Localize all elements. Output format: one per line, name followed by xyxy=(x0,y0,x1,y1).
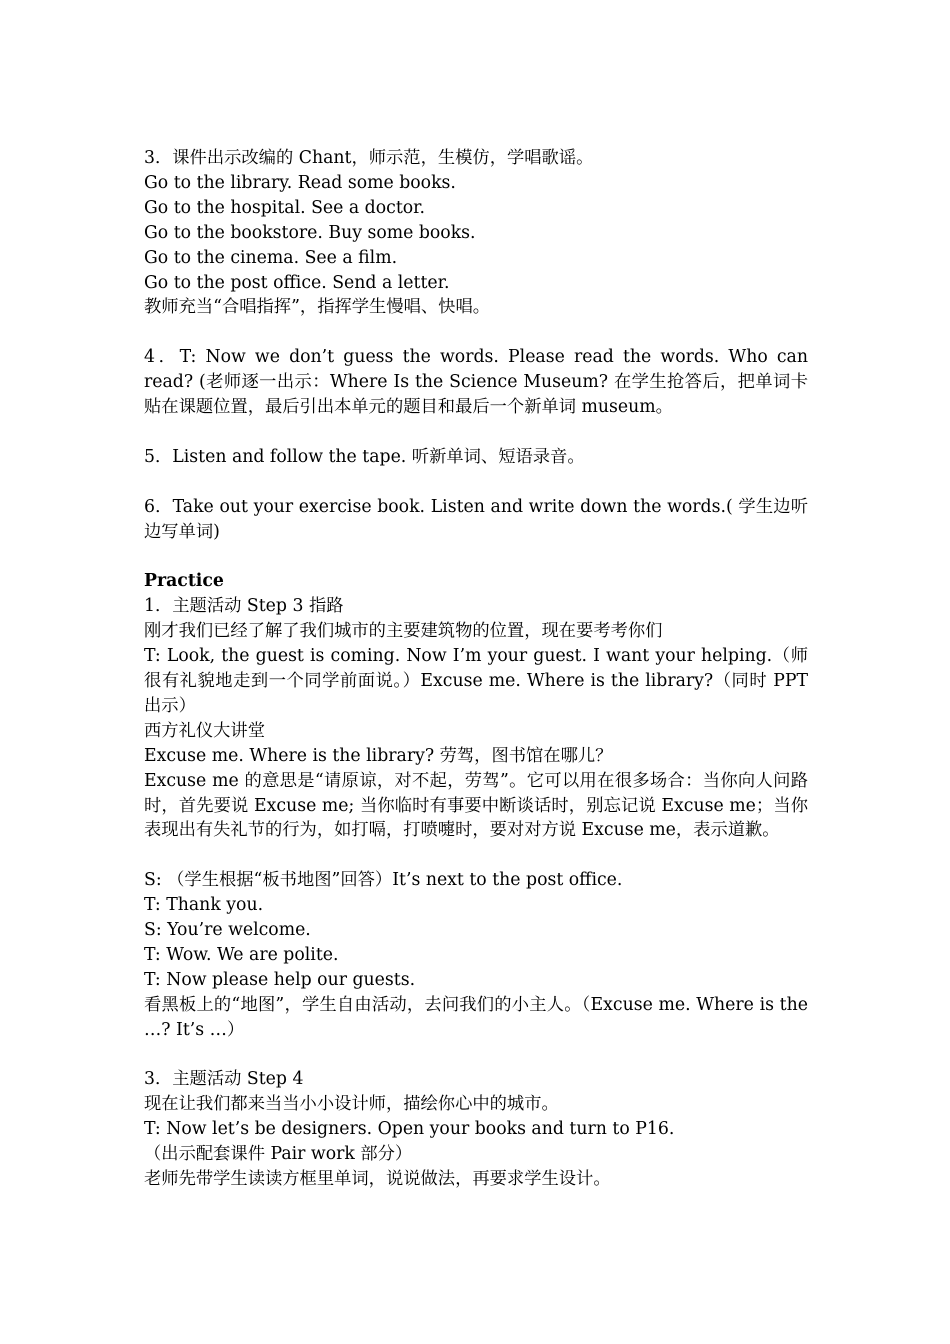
etiquette-title: 西方礼仪大讲堂 xyxy=(144,720,265,741)
step4-paragraph: 4．T: Now we don’t guess the words. Please read the words. Who can read? (老师逐一出示：Where Is the Science Museum? 在学生抢答后，把单词卡贴在课题位置，最后引出本单元的题目和最后一个新单词 museum。 xyxy=(144,347,808,418)
map-activity: 看黑板上的“地图”，学生自由活动，去问我们的小主人。（Excuse me. Where is the …? It’s …） xyxy=(144,994,808,1040)
practice-item3-line: 老师先带学生读读方框里单词，说说做法，再要求学生设计。 xyxy=(144,1169,611,1190)
spacer xyxy=(144,320,808,345)
chant-line: Go to the post office. Send a letter. xyxy=(144,272,450,293)
etiquette-line: Excuse me. Where is the library? 劳驾，图书馆在哪儿？ xyxy=(144,745,613,766)
document-page xyxy=(144,146,808,1192)
chant-heading: 3．课件出示改编的 Chant，师示范，生模仿，学唱歌谣。 xyxy=(144,148,594,168)
spacer xyxy=(144,843,808,868)
practice-item3-line: （出示配套课件 Pair work 部分） xyxy=(144,1144,413,1165)
step5-paragraph: 5．Listen and follow the tape. 听新单词、短语录音。 xyxy=(144,446,585,467)
practice-title: Practice xyxy=(144,571,224,592)
practice-item3-line: T: Now let’s be designers. Open your books and turn to P16. xyxy=(144,1119,675,1140)
practice-item1-dialog: T: Look, the guest is coming. Now I’m your guest. I want your helping.（师很有礼貌地走到一个同学前面说。）Excuse me. Where is the library?（同时 PPT 出示） xyxy=(144,646,808,716)
dialog-line: T: Now please help our guests. xyxy=(144,969,416,990)
dialog-line: T: Thank you. xyxy=(144,895,264,916)
chant-line: Go to the cinema. See a film. xyxy=(144,247,398,268)
practice-item3-heading: 3．主题活动 Step 4 xyxy=(144,1069,304,1090)
etiquette-explanation: Excuse me 的意思是“请原谅，对不起，劳驾”。它可以用在很多场合：当你向人问路时，首先要说 Excuse me; 当你临时有事要中断谈话时，别忘记说 Excuse me；当你表现出有失礼节的行为，如打嗝，打喷嚏时，要对对方说 Excuse me，表示道歉。 xyxy=(144,770,808,841)
step6-paragraph: 6．Take out your exercise book. Listen and write down the words.( 学生边听边写单词) xyxy=(144,496,808,542)
dialog-line: S: You’re welcome. xyxy=(144,920,311,941)
spacer xyxy=(144,420,808,445)
spacer xyxy=(144,470,808,495)
chant-line: Go to the library. Read some books. xyxy=(144,172,456,193)
spacer xyxy=(144,544,808,569)
practice-item1-heading: 1．主题活动 Step 3 指路 xyxy=(144,596,344,617)
dialog-line: S: （学生根据“板书地图”回答）It’s next to the post office. xyxy=(144,870,623,891)
chant-line: Go to the bookstore. Buy some books. xyxy=(144,222,476,243)
chant-note: 教师充当“合唱指挥”，指挥学生慢唱、快唱。 xyxy=(144,297,491,318)
practice-item1-intro: 刚才我们已经了解了我们城市的主要建筑物的位置，现在要考考你们 xyxy=(144,621,663,642)
spacer xyxy=(144,1043,808,1068)
dialog-line: T: Wow. We are polite. xyxy=(144,944,339,965)
practice-item3-line: 现在让我们都来当当小小设计师，描绘你心中的城市。 xyxy=(144,1094,559,1115)
chant-line: Go to the hospital. See a doctor. xyxy=(144,197,426,218)
